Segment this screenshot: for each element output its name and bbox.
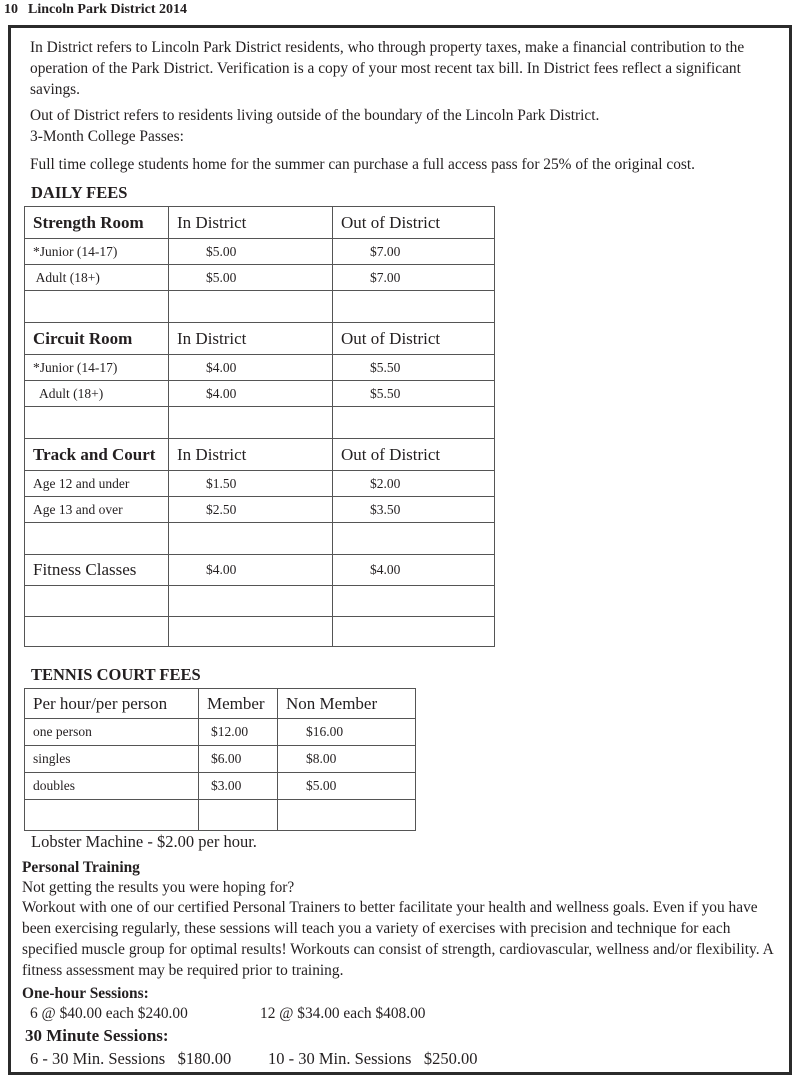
- table-row: [25, 291, 495, 323]
- header-title: Lincoln Park District 2014: [28, 2, 188, 17]
- table-header-row: [25, 689, 416, 719]
- table-cell: $3.00: [199, 773, 278, 800]
- table-cell: [333, 617, 495, 647]
- page-header: [4, 2, 197, 18]
- daily-fees-title: DAILY FEES: [31, 183, 128, 202]
- table-cell: $7.00: [333, 265, 495, 291]
- table-cell: [278, 800, 416, 831]
- table-cell: *Junior (14-17): [25, 355, 169, 381]
- table-cell: Circuit Room: [25, 323, 169, 355]
- table-row: [25, 586, 495, 617]
- table-cell: Adult (18+): [25, 265, 169, 291]
- table-cell: [169, 407, 333, 439]
- table-cell: Fitness Classes: [25, 555, 169, 586]
- table-cell: $4.00: [169, 555, 333, 586]
- table-row: [25, 355, 495, 381]
- table-cell: In District: [169, 439, 333, 471]
- table-row: [25, 265, 495, 291]
- half-hour-option-6: 6 - 30 Min. Sessions $180.00: [30, 1049, 232, 1068]
- table-header-row: [25, 439, 495, 471]
- table-cell: [333, 407, 495, 439]
- table-cell: In District: [169, 323, 333, 355]
- table-cell: one person: [25, 719, 199, 746]
- table-row: [25, 407, 495, 439]
- table-cell: [169, 617, 333, 647]
- table-cell: $5.00: [169, 239, 333, 265]
- table-cell: [25, 407, 169, 439]
- table-cell: $3.50: [333, 497, 495, 523]
- training-text: Workout with one of our certified Personal Trainers to better facilitate your health and wellness goals. Even if you have been exercising regularly, these sessions will teach you a variety of exercises with precision and technique for each specified muscle group for optimal results! Workouts can consist of strength, cardiovascular, wellness and/or flexibility. A fitness assessment may be required prior to training.: [22, 899, 773, 979]
- table-row: [25, 773, 416, 800]
- table-cell: [169, 291, 333, 323]
- table-row: [25, 719, 416, 746]
- table-cell: $5.50: [333, 355, 495, 381]
- table-cell: doubles: [25, 773, 199, 800]
- college-text: Full time college students home for the summer can purchase a full access pass for 25% of the original cost.: [30, 156, 696, 173]
- table-cell: [25, 586, 169, 617]
- table-cell: Out of District: [333, 323, 495, 355]
- table-cell: [333, 291, 495, 323]
- table-cell: Per hour/per person: [25, 689, 199, 719]
- table-cell: Adult (18+): [25, 381, 169, 407]
- one-hour-option-6: 6 @ $40.00 each $240.00: [30, 1005, 188, 1022]
- table-cell: $4.00: [169, 355, 333, 381]
- table-cell: $2.50: [169, 497, 333, 523]
- lobster-machine-text: Lobster Machine - $2.00 per hour.: [31, 832, 257, 851]
- table-row: [25, 555, 495, 586]
- table-row: [25, 471, 495, 497]
- table-cell: [25, 291, 169, 323]
- table-cell: Track and Court: [25, 439, 169, 471]
- table-cell: [25, 523, 169, 555]
- table-cell: $4.00: [333, 555, 495, 586]
- college-heading: 3-Month College Passes:: [30, 128, 184, 145]
- daily-fees-table: [24, 206, 495, 647]
- table-cell: Age 12 and under: [25, 471, 169, 497]
- table-cell: *Junior (14-17): [25, 239, 169, 265]
- table-cell: [333, 523, 495, 555]
- table-row: [25, 746, 416, 773]
- table-cell: [169, 586, 333, 617]
- table-row: [25, 523, 495, 555]
- table-cell: In District: [169, 207, 333, 239]
- table-cell: [169, 523, 333, 555]
- table-cell: singles: [25, 746, 199, 773]
- training-question: Not getting the results you were hoping for?: [22, 879, 295, 896]
- table-cell: $12.00: [199, 719, 278, 746]
- table-cell: $7.00: [333, 239, 495, 265]
- table-cell: Age 13 and over: [25, 497, 169, 523]
- table-row: [25, 497, 495, 523]
- table-row: [25, 239, 495, 265]
- table-cell: $5.00: [278, 773, 416, 800]
- table-cell: Out of District: [333, 207, 495, 239]
- one-hour-title: One-hour Sessions:: [22, 985, 149, 1002]
- table-cell: [25, 800, 199, 831]
- personal-training-title: Personal Training: [22, 859, 140, 876]
- table-row: [25, 617, 495, 647]
- tennis-fees-table: [24, 688, 416, 831]
- table-header-row: [25, 323, 495, 355]
- table-cell: $8.00: [278, 746, 416, 773]
- half-hour-title: 30 Minute Sessions:: [25, 1026, 169, 1045]
- tennis-fees-title: TENNIS COURT FEES: [31, 665, 201, 684]
- table-cell: $6.00: [199, 746, 278, 773]
- half-hour-option-10: 10 - 30 Min. Sessions $250.00: [268, 1049, 478, 1068]
- table-cell: $1.50: [169, 471, 333, 497]
- table-header-row: [25, 207, 495, 239]
- table-row: [25, 381, 495, 407]
- content-box: [8, 25, 792, 1075]
- page-number: 10: [4, 2, 18, 17]
- table-cell: Member: [199, 689, 278, 719]
- table-cell: [333, 586, 495, 617]
- table-cell: [25, 617, 169, 647]
- out-district-text: Out of District refers to residents living outside of the boundary of the Lincoln Park District.: [30, 107, 600, 124]
- one-hour-option-12: 12 @ $34.00 each $408.00: [260, 1005, 426, 1022]
- table-cell: $16.00: [278, 719, 416, 746]
- table-cell: $4.00: [169, 381, 333, 407]
- table-cell: Out of District: [333, 439, 495, 471]
- table-cell: $2.00: [333, 471, 495, 497]
- table-row: [25, 800, 416, 831]
- table-cell: Non Member: [278, 689, 416, 719]
- table-cell: Strength Room: [25, 207, 169, 239]
- table-cell: $5.00: [169, 265, 333, 291]
- in-district-text: In District refers to Lincoln Park District residents, who through property taxes, make a financial contribution to the operation of the Park District. Verification is a copy of your most recent tax bill. In District fees reflect a significant savings.: [30, 39, 745, 98]
- table-cell: [199, 800, 278, 831]
- table-cell: $5.50: [333, 381, 495, 407]
